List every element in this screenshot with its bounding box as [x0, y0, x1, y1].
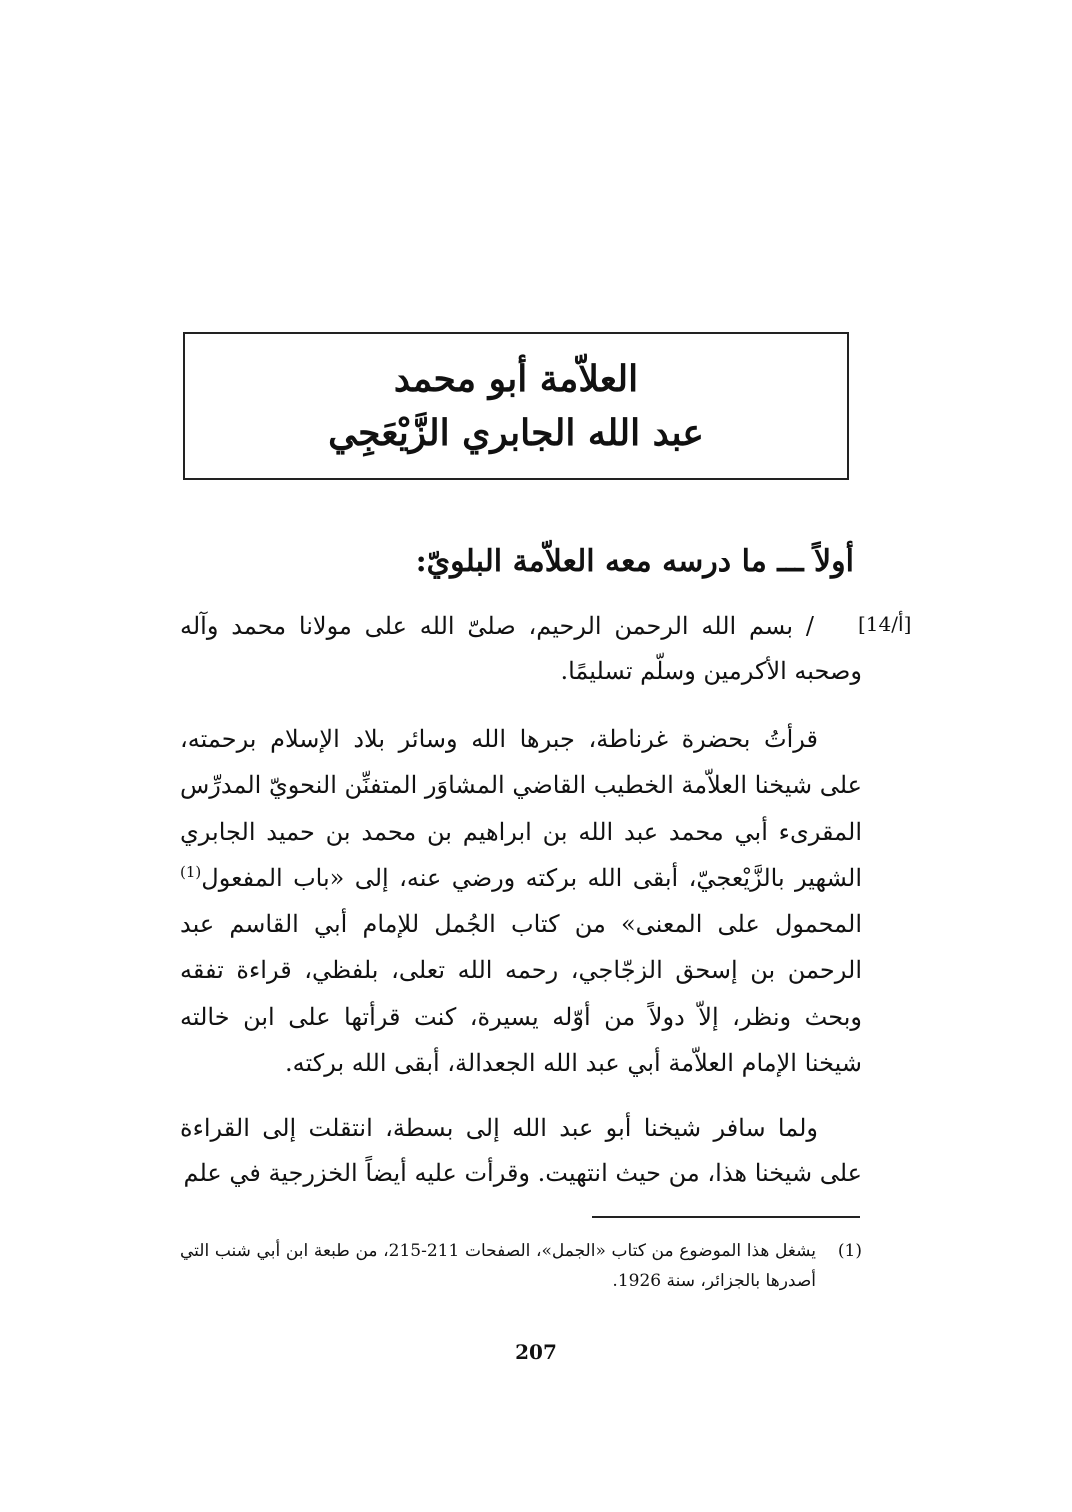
paragraph-text: المحمول على المعنى» من كتاب الجُمل للإمام أبي القاسم عبد الرحمن بن إسحق الزجّاجي، رحمه الله تعلى، بلفظي، قراءة تفقه وبحث ونظر، إلاّ دولاً من أوّله يسيرة، كنت قرأتها على ابن خالته شيخنا الإمام العلاّمة أبي عبد الله الجعدالة، أبقى الله بركته.	[180, 910, 862, 1078]
footnote-number: (1)	[837, 1241, 862, 1261]
footnote-text: يشغل هذا الموضوع من كتاب «الجمل»، الصفحات 211-215، من طبعة ابن أبي شنب التي أصدرها بالجزائر، سنة 1926.	[180, 1241, 816, 1291]
footnote	[180, 1236, 862, 1296]
basmala-paragraph: / بسم الله الرحمن الرحيم، صلىّ الله على مولانا محمد وآله وصحبه الأكرمين وسلّم تسليمًا.	[180, 612, 862, 685]
footnote-marker: (1)	[180, 862, 202, 881]
footnote-divider	[592, 1216, 860, 1218]
paragraph-text: قرأتُ بحضرة غرناطة، جبرها الله وسائر بلاد الإسلام برحمته، على شيخنا العلاّمة الخطيب القاضي المشاوَر المتفنِّن النحويّ المدرِّس المقرىء أبي محمد عبد الله بن ابراهيم بن محمد بن حميد الجابري الشهير بالزَّيْعجيّ، أبقى الله بركته ورضي عنه، إلى «باب المفعول	[180, 725, 862, 892]
manuscript-folio-reference: [14/أ]	[858, 612, 912, 636]
page-number: 207	[515, 1340, 557, 1364]
body-paragraph-1	[180, 716, 862, 1086]
body-paragraph-2: ولما سافر شيخنا أبو عبد الله إلى بسطة، انتقلت إلى القراءة على شيخنا هذا، من حيث انتهيت. وقرأت عليه أيضاً الخزرجية في علم	[180, 1114, 862, 1187]
title-line-2: عبد الله الجابري الزَّيْعَجِي	[328, 412, 704, 454]
title-box	[183, 332, 849, 480]
title-line-1: العلاّمة أبو محمد	[393, 358, 639, 400]
section-heading: أولاً ـــ ما درسه معه العلاّمة البلويّ:	[415, 544, 854, 579]
